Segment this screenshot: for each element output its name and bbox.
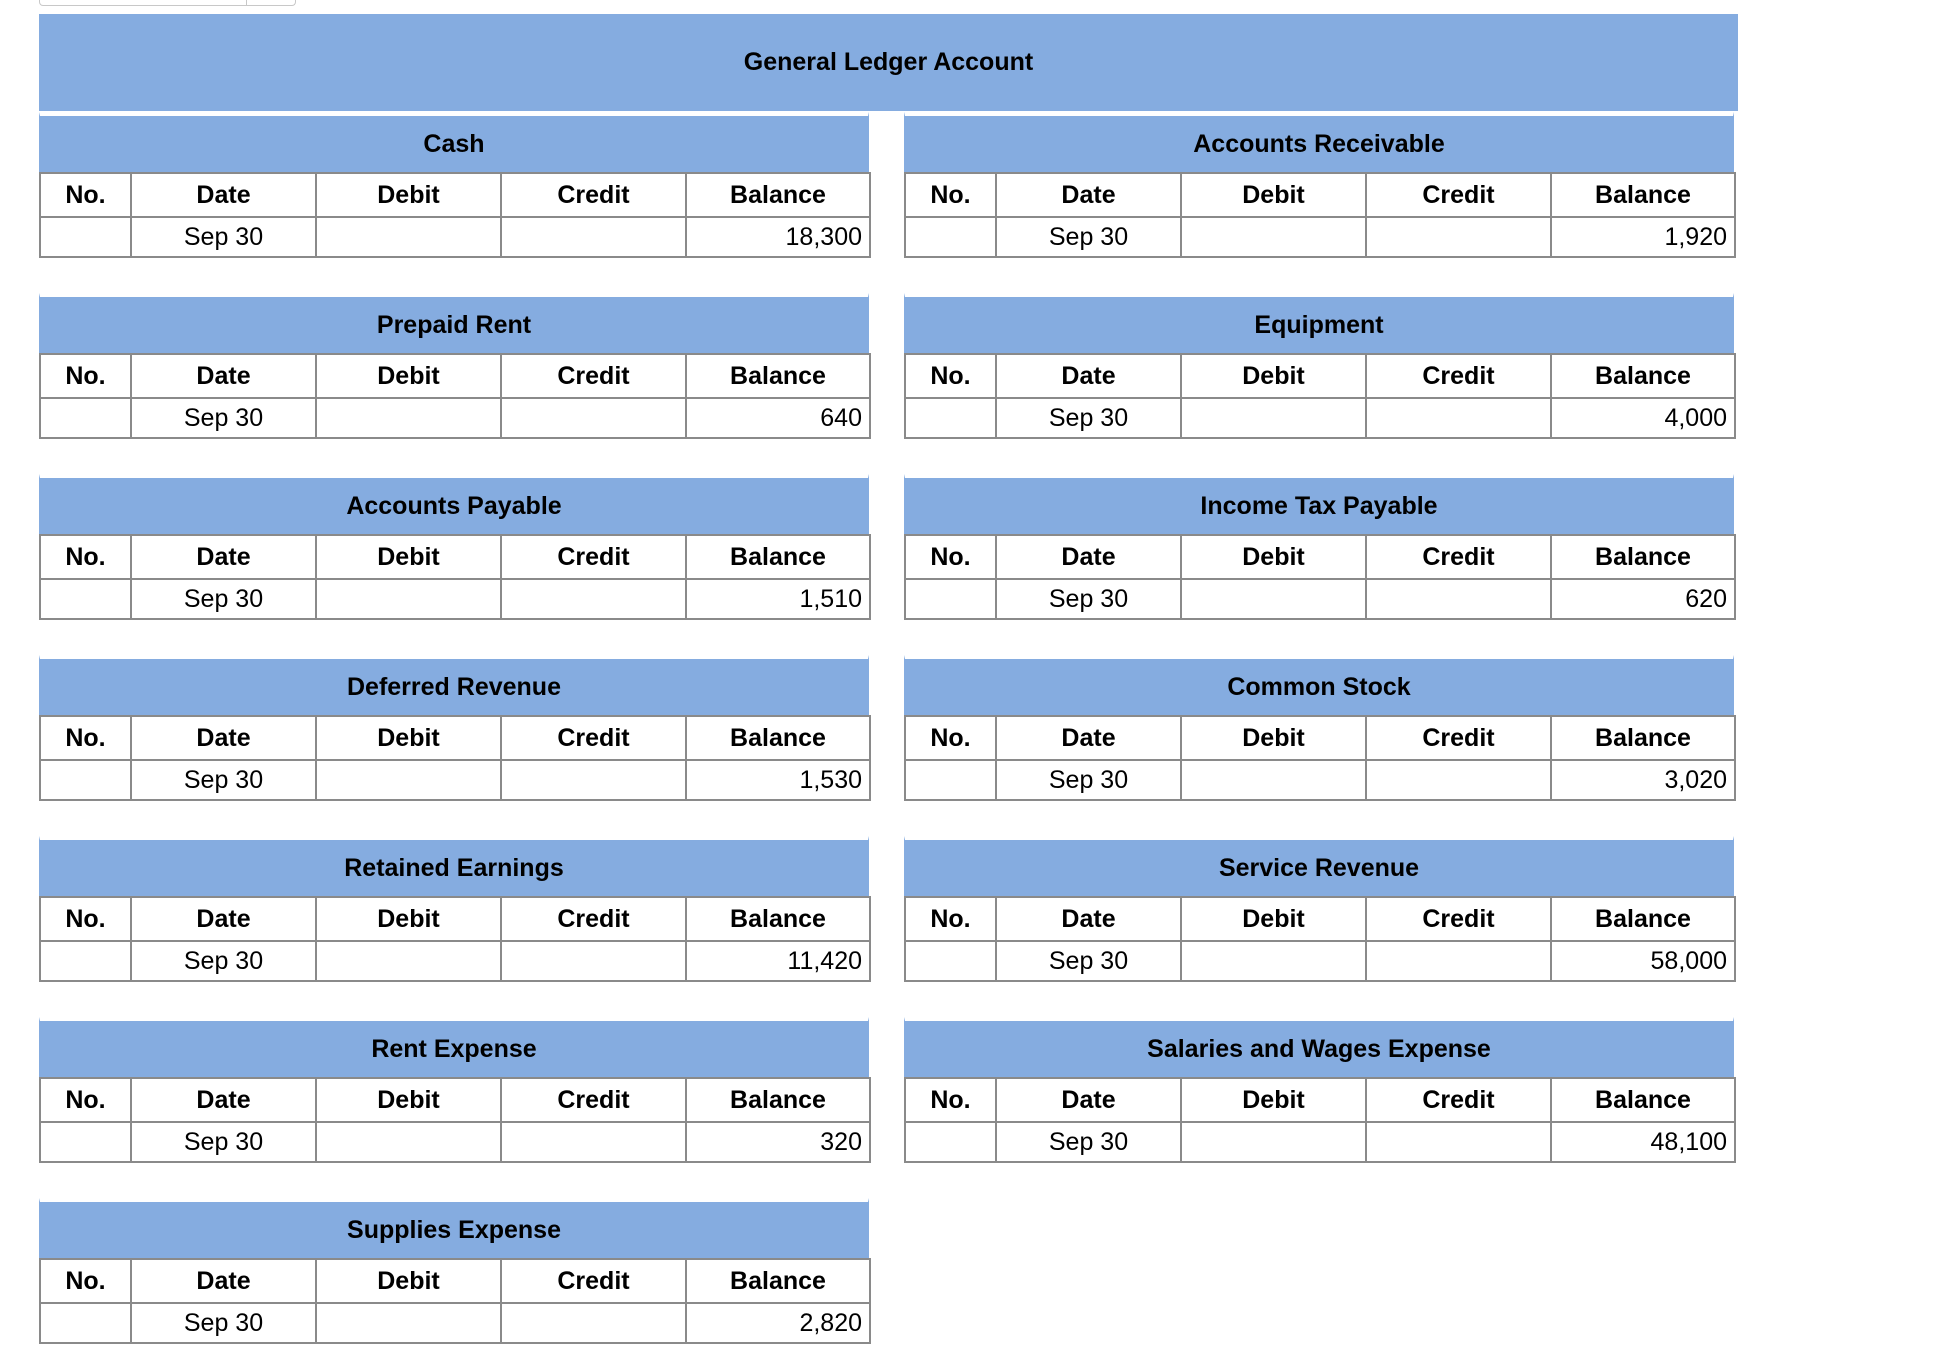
account-ledger xyxy=(39,474,869,620)
col-header-debit: Debit xyxy=(316,716,501,760)
debit-cell[interactable] xyxy=(316,579,501,619)
account-table xyxy=(39,715,871,801)
col-header-no: No. xyxy=(40,354,131,398)
col-header-debit: Debit xyxy=(1181,716,1366,760)
col-header-balance: Balance xyxy=(686,716,870,760)
header-row xyxy=(905,716,1735,760)
col-header-date: Date xyxy=(131,716,316,760)
account-ledger xyxy=(904,836,1734,982)
date-cell: Sep 30 xyxy=(996,217,1181,257)
account-title: Common Stock xyxy=(904,655,1734,715)
account-ledger xyxy=(39,836,869,982)
account-ledger xyxy=(39,293,869,439)
debit-cell[interactable] xyxy=(1181,217,1366,257)
col-header-credit: Credit xyxy=(501,354,686,398)
col-header-balance: Balance xyxy=(686,173,870,217)
account-ledger xyxy=(39,1017,869,1163)
date-cell: Sep 30 xyxy=(996,579,1181,619)
col-header-debit: Debit xyxy=(1181,173,1366,217)
date-cell: Sep 30 xyxy=(996,941,1181,981)
balance-cell: 4,000 xyxy=(1551,398,1735,438)
col-header-no: No. xyxy=(40,1259,131,1303)
credit-cell[interactable] xyxy=(501,1303,686,1343)
table-row xyxy=(905,579,1735,619)
table-row xyxy=(40,398,870,438)
col-header-no: No. xyxy=(905,354,996,398)
credit-cell[interactable] xyxy=(501,941,686,981)
col-header-credit: Credit xyxy=(1366,354,1551,398)
col-header-no: No. xyxy=(40,897,131,941)
account-table xyxy=(39,896,871,982)
no-cell[interactable] xyxy=(905,398,996,438)
account-ledger xyxy=(904,474,1734,620)
balance-cell: 3,020 xyxy=(1551,760,1735,800)
no-cell[interactable] xyxy=(40,398,131,438)
col-header-no: No. xyxy=(905,173,996,217)
header-row xyxy=(905,1078,1735,1122)
table-row xyxy=(40,579,870,619)
debit-cell[interactable] xyxy=(316,941,501,981)
col-header-no: No. xyxy=(40,1078,131,1122)
account-title: Rent Expense xyxy=(39,1017,869,1077)
col-header-balance: Balance xyxy=(686,354,870,398)
col-header-debit: Debit xyxy=(316,1259,501,1303)
col-header-credit: Credit xyxy=(1366,535,1551,579)
col-header-debit: Debit xyxy=(1181,1078,1366,1122)
col-header-date: Date xyxy=(996,354,1181,398)
col-header-credit: Credit xyxy=(501,173,686,217)
debit-cell[interactable] xyxy=(316,1303,501,1343)
col-header-balance: Balance xyxy=(1551,716,1735,760)
col-header-date: Date xyxy=(996,173,1181,217)
account-table xyxy=(904,1077,1736,1163)
account-title: Cash xyxy=(39,112,869,172)
date-cell: Sep 30 xyxy=(996,760,1181,800)
col-header-no: No. xyxy=(905,1078,996,1122)
col-header-date: Date xyxy=(131,173,316,217)
date-cell: Sep 30 xyxy=(131,1122,316,1162)
table-row xyxy=(40,1303,870,1343)
col-header-credit: Credit xyxy=(1366,897,1551,941)
debit-cell[interactable] xyxy=(316,217,501,257)
col-header-credit: Credit xyxy=(1366,1078,1551,1122)
col-header-date: Date xyxy=(996,535,1181,579)
debit-cell[interactable] xyxy=(316,398,501,438)
credit-cell[interactable] xyxy=(501,1122,686,1162)
credit-cell[interactable] xyxy=(1366,398,1551,438)
credit-cell[interactable] xyxy=(1366,941,1551,981)
balance-cell: 2,820 xyxy=(686,1303,870,1343)
col-header-balance: Balance xyxy=(686,1078,870,1122)
col-header-debit: Debit xyxy=(1181,897,1366,941)
balance-cell: 640 xyxy=(686,398,870,438)
credit-cell[interactable] xyxy=(501,760,686,800)
date-cell: Sep 30 xyxy=(131,217,316,257)
account-title: Equipment xyxy=(904,293,1734,353)
no-cell[interactable] xyxy=(40,579,131,619)
col-header-date: Date xyxy=(131,535,316,579)
date-cell: Sep 30 xyxy=(131,941,316,981)
account-table xyxy=(39,1258,871,1344)
account-title: Deferred Revenue xyxy=(39,655,869,715)
account-title: Salaries and Wages Expense xyxy=(904,1017,1734,1077)
col-header-debit: Debit xyxy=(316,1078,501,1122)
no-cell[interactable] xyxy=(40,217,131,257)
account-title: Prepaid Rent xyxy=(39,293,869,353)
credit-cell[interactable] xyxy=(1366,760,1551,800)
debit-cell[interactable] xyxy=(1181,941,1366,981)
col-header-balance: Balance xyxy=(686,535,870,579)
col-header-date: Date xyxy=(996,716,1181,760)
account-title: Retained Earnings xyxy=(39,836,869,896)
balance-cell: 1,920 xyxy=(1551,217,1735,257)
header-row xyxy=(905,535,1735,579)
balance-cell: 18,300 xyxy=(686,217,870,257)
date-cell: Sep 30 xyxy=(131,398,316,438)
account-table xyxy=(904,172,1736,258)
col-header-debit: Debit xyxy=(316,897,501,941)
no-cell[interactable] xyxy=(40,1122,131,1162)
col-header-debit: Debit xyxy=(1181,535,1366,579)
header-row xyxy=(905,897,1735,941)
debit-cell[interactable] xyxy=(316,1122,501,1162)
col-header-date: Date xyxy=(996,1078,1181,1122)
balance-cell: 1,510 xyxy=(686,579,870,619)
col-header-debit: Debit xyxy=(1181,354,1366,398)
col-header-credit: Credit xyxy=(501,535,686,579)
date-cell: Sep 30 xyxy=(996,1122,1181,1162)
account-table xyxy=(39,1077,871,1163)
credit-cell[interactable] xyxy=(501,579,686,619)
account-table xyxy=(904,353,1736,439)
no-cell[interactable] xyxy=(905,941,996,981)
table-row xyxy=(905,1122,1735,1162)
debit-cell[interactable] xyxy=(1181,398,1366,438)
date-cell: Sep 30 xyxy=(131,579,316,619)
account-ledger xyxy=(39,112,869,258)
col-header-balance: Balance xyxy=(1551,897,1735,941)
credit-cell[interactable] xyxy=(1366,217,1551,257)
table-row xyxy=(40,760,870,800)
col-header-credit: Credit xyxy=(501,1259,686,1303)
credit-cell[interactable] xyxy=(501,398,686,438)
col-header-debit: Debit xyxy=(316,173,501,217)
col-header-no: No. xyxy=(905,897,996,941)
col-header-date: Date xyxy=(996,897,1181,941)
date-cell: Sep 30 xyxy=(131,760,316,800)
col-header-date: Date xyxy=(131,1259,316,1303)
account-table xyxy=(39,534,871,620)
account-table xyxy=(39,353,871,439)
col-header-credit: Credit xyxy=(501,897,686,941)
col-header-no: No. xyxy=(40,535,131,579)
account-title: Income Tax Payable xyxy=(904,474,1734,534)
balance-cell: 11,420 xyxy=(686,941,870,981)
col-header-credit: Credit xyxy=(1366,716,1551,760)
debit-cell[interactable] xyxy=(316,760,501,800)
header-row xyxy=(905,354,1735,398)
col-header-debit: Debit xyxy=(316,535,501,579)
table-row xyxy=(905,941,1735,981)
account-title: Accounts Payable xyxy=(39,474,869,534)
balance-cell: 58,000 xyxy=(1551,941,1735,981)
header-row xyxy=(905,173,1735,217)
account-title: Accounts Receivable xyxy=(904,112,1734,172)
table-row xyxy=(40,941,870,981)
header-row xyxy=(40,1259,870,1303)
col-header-debit: Debit xyxy=(316,354,501,398)
col-header-date: Date xyxy=(131,354,316,398)
account-table xyxy=(904,896,1736,982)
balance-cell: 320 xyxy=(686,1122,870,1162)
account-ledger xyxy=(904,655,1734,801)
header-row xyxy=(40,897,870,941)
account-ledger xyxy=(904,293,1734,439)
top-control-divider xyxy=(246,0,247,5)
debit-cell[interactable] xyxy=(1181,1122,1366,1162)
balance-cell: 620 xyxy=(1551,579,1735,619)
col-header-no: No. xyxy=(905,716,996,760)
date-cell: Sep 30 xyxy=(996,398,1181,438)
header-row xyxy=(40,535,870,579)
col-header-no: No. xyxy=(40,173,131,217)
col-header-balance: Balance xyxy=(686,1259,870,1303)
table-row xyxy=(40,217,870,257)
col-header-no: No. xyxy=(905,535,996,579)
col-header-credit: Credit xyxy=(501,716,686,760)
account-title: Supplies Expense xyxy=(39,1198,869,1258)
col-header-balance: Balance xyxy=(1551,354,1735,398)
credit-cell[interactable] xyxy=(501,217,686,257)
account-table xyxy=(39,172,871,258)
col-header-balance: Balance xyxy=(1551,173,1735,217)
col-header-date: Date xyxy=(131,897,316,941)
header-row xyxy=(40,354,870,398)
no-cell[interactable] xyxy=(905,1122,996,1162)
balance-cell: 1,530 xyxy=(686,760,870,800)
col-header-credit: Credit xyxy=(1366,173,1551,217)
no-cell[interactable] xyxy=(40,941,131,981)
no-cell[interactable] xyxy=(905,217,996,257)
col-header-balance: Balance xyxy=(1551,535,1735,579)
debit-cell[interactable] xyxy=(1181,579,1366,619)
account-table xyxy=(904,534,1736,620)
header-row xyxy=(40,716,870,760)
header-row xyxy=(40,173,870,217)
table-row xyxy=(905,760,1735,800)
no-cell[interactable] xyxy=(40,760,131,800)
col-header-no: No. xyxy=(40,716,131,760)
no-cell[interactable] xyxy=(905,760,996,800)
top-control[interactable] xyxy=(39,0,296,6)
date-cell: Sep 30 xyxy=(131,1303,316,1343)
no-cell[interactable] xyxy=(40,1303,131,1343)
header-row xyxy=(40,1078,870,1122)
col-header-date: Date xyxy=(131,1078,316,1122)
col-header-balance: Balance xyxy=(1551,1078,1735,1122)
table-row xyxy=(40,1122,870,1162)
debit-cell[interactable] xyxy=(1181,760,1366,800)
credit-cell[interactable] xyxy=(1366,1122,1551,1162)
table-row xyxy=(905,217,1735,257)
ledger-title: General Ledger Account xyxy=(39,14,1738,111)
credit-cell[interactable] xyxy=(1366,579,1551,619)
col-header-credit: Credit xyxy=(501,1078,686,1122)
account-ledger xyxy=(904,112,1734,258)
table-row xyxy=(905,398,1735,438)
no-cell[interactable] xyxy=(905,579,996,619)
account-ledger xyxy=(39,655,869,801)
account-ledger xyxy=(39,1198,869,1344)
account-title: Service Revenue xyxy=(904,836,1734,896)
balance-cell: 48,100 xyxy=(1551,1122,1735,1162)
account-ledger xyxy=(904,1017,1734,1163)
col-header-balance: Balance xyxy=(686,897,870,941)
account-table xyxy=(904,715,1736,801)
